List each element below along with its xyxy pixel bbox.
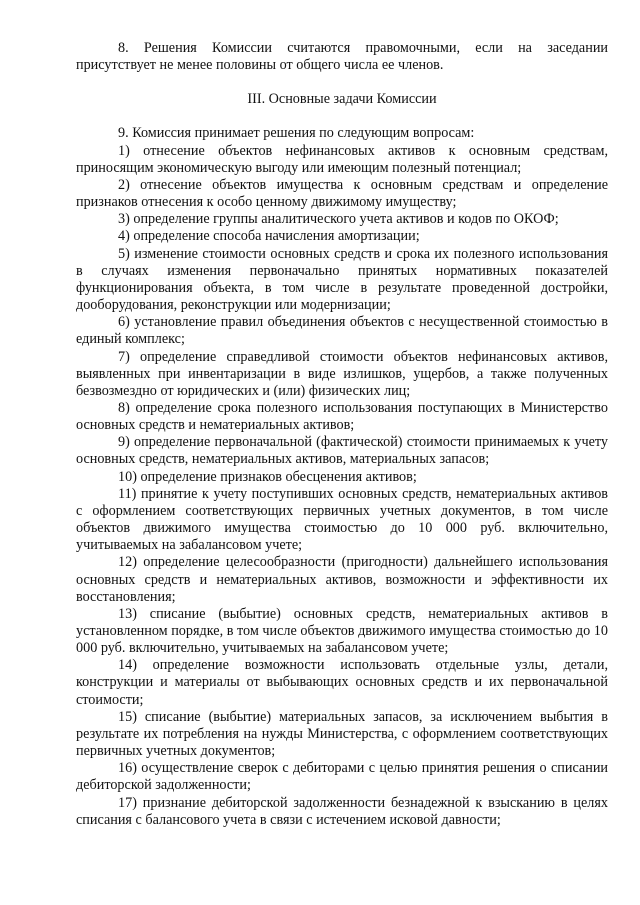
list-item-7: 7) определение справедливой стоимости объектов нефинансовых активов, выявленных при инвентаризации в виде излишков, ущербов, а также полученных безвозмездно от юридических и (или) физических лиц; [76,348,608,399]
paragraph-9-intro: 9. Комиссия принимает решения по следующим вопросам: [118,125,475,142]
list-item-5: 5) изменение стоимости основных средств и срока их полезного использования в случаях изменения первоначально принятых нормативных показателей функционирования объекта, в том числе в результате проведенной достройки, дооборудования, реконструкции или модернизации; [76,245,608,314]
list-item-16: 16) осуществление сверок с дебиторами с целью принятия решения о списании дебиторской задолженности; [76,760,608,794]
list-item-4: 4) определение способа начисления амортизации; [118,228,420,245]
section-heading: III. Основные задачи Комиссии [247,91,437,108]
list-item-3: 3) определение группы аналитического учета активов и кодов по ОКОФ; [118,211,559,228]
list-item-9: 9) определение первоначальной (фактической) стоимости принимаемых к учету основных средств, нематериальных активов, материальных запасов; [76,434,608,468]
document-page [76,40,608,829]
list-item-14: 14) определение возможности использовать отдельные узлы, детали, конструкции и материалы от выбывающих основных средств и их первоначальной стоимости; [76,657,608,708]
list-item-6: 6) установление правил объединения объектов с несущественной стоимостью в единый комплекс; [76,314,608,348]
list-item-15: 15) списание (выбытие) материальных запасов, за исключением выбытия в результате их потребления на нужды Министерства, с оформлением соответствующих первичных учетных документов; [76,708,608,760]
list-item-2: 2) отнесение объектов имущества к основным средствам и определение признаков отнесения к особо ценному движимому имуществу; [76,176,608,211]
list-item-17: 17) признание дебиторской задолженности безнадежной к взысканию в целях списания с балансового учета в связи с истечением исковой давности; [76,794,608,828]
list-item-11: 11) принятие к учету поступивших основных средств, нематериальных активов с оформлением соответствующих первичных учетных документов, в том числе объектов движимого имущества стоимостью до 10 000 руб. включительно, учитываемых на забалансовом учете; [76,485,608,554]
list-item-1: 1) отнесение объектов нефинансовых активов к основным средствам, приносящим экономическую выгоду или имеющим полезный потенциал; [76,142,608,176]
list-item-8: 8) определение срока полезного использования поступающих в Министерство основных средств и нематериальных активов; [76,399,608,434]
paragraph-8: 8. Решения Комиссии считаются правомочными, если на заседании присутствует не менее половины от общего числа ее членов. [76,40,608,74]
list-item-12: 12) определение целесообразности (пригодности) дальнейшего использования основных средств и нематериальных активов, возможности и эффективности их восстановления; [76,554,608,605]
list-item-10: 10) определение признаков обесценения активов; [118,468,417,485]
list-item-13: 13) списание (выбытие) основных средств, нематериальных активов в установленном порядке, в том числе объектов движимого имущества стоимостью до 10 000 руб. включительно, учитываемых на забалансовом учете; [76,605,608,657]
